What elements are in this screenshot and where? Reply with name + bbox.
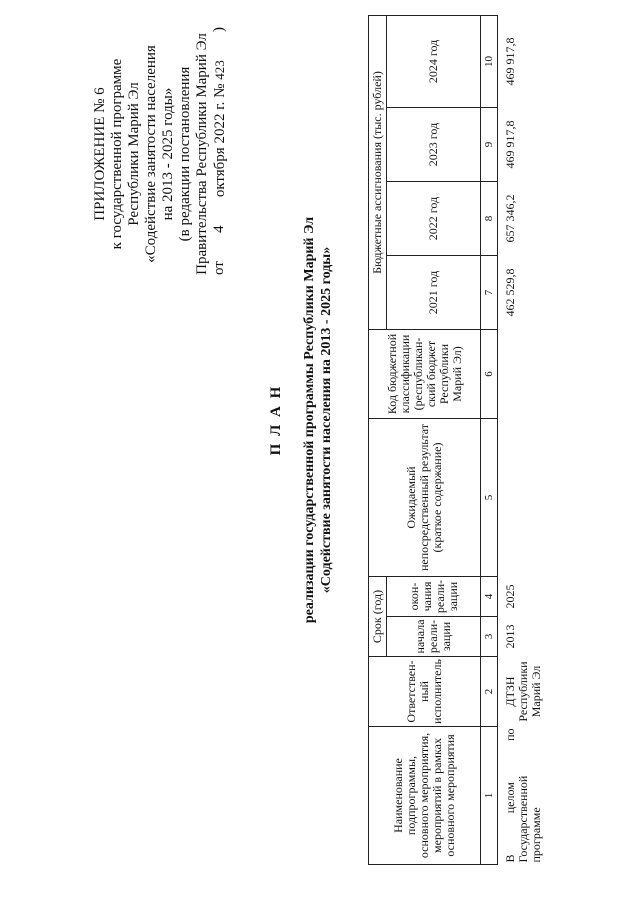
header-term-end: окон-чания реали-зации [387,577,481,617]
appendix-line: Республики Марий Эл [126,82,142,226]
sign-number: 423 [212,60,227,80]
header-name: Наименование подпрограммы, основного мероприятия, мероприятий в рамках основного мероприятия [369,727,481,865]
row-value-2024: 469 917,8 [503,37,517,86]
appendix-title: ПРИЛОЖЕНИЕ № 6 [92,87,108,221]
column-number: 5 [481,419,498,577]
row-start: 2013 [503,624,517,649]
title-line: «Содействие занятости населения на 2013 - 2025 годы» [319,246,334,594]
header-year-2024: 2024 год [387,15,481,107]
row-code [498,330,555,419]
column-number: 9 [481,108,498,182]
appendix-block [92,9,229,299]
sign-date [211,60,229,197]
row-value-2022: 657 346,2 [503,194,517,243]
column-number: 1 [481,727,498,865]
sign-day: 4 [211,225,227,233]
header-term-start: начала реали-зации [387,617,481,657]
header-code: Код бюджетной классификации (республикан-ский бюджет Республики Марий Эл) [369,330,481,419]
header-term: Срок (год) [369,577,387,657]
column-number: 6 [481,330,498,419]
sign-close: ) [211,27,227,33]
header-budget: Бюджетные ассигнования (тыс. рублей) [369,15,387,329]
row-value-2021: 462 529,8 [503,268,517,317]
header-row [369,15,387,864]
column-number: 2 [481,657,498,727]
column-number-row [481,15,498,864]
column-number: 7 [481,256,498,330]
row-executor: ДТЗН Республики Марий Эл [503,661,543,722]
appendix-line: (в редакции постановления [177,66,193,242]
row-value-2023: 469 917,8 [503,120,517,169]
title-line: реализации государственной программы Республики Марий Эл [302,216,317,624]
appendix-line: Правительства Республики Марий Эл [194,33,210,275]
header-result: Ожидаемый непосредственный результат (краткое содержание) [369,419,481,577]
appendix-line: на 2013 - 2025 годы» [160,87,176,221]
table-row [498,15,555,864]
column-number: 10 [481,15,498,107]
header-year-2021: 2021 год [387,256,481,330]
plan-table [368,15,554,865]
row-result [498,419,555,577]
header-year-2023: 2023 год [387,108,481,182]
appendix-line: «Содействие занятости населения [143,45,159,263]
column-number: 8 [481,182,498,256]
plan-heading: П Л А Н [268,384,284,456]
row-end: 2025 [503,584,517,609]
header-year-2022: 2022 год [387,182,481,256]
appendix-signature-line [211,9,229,299]
sign-date-text: октября 2022 г. № [212,83,228,198]
appendix-line: к государственной программе [109,58,125,250]
column-number: 3 [481,617,498,657]
header-executor: Ответствен-ный исполнитель [369,657,481,727]
document-title [268,180,335,660]
row-name: В целом по Государственной программе [503,728,543,863]
sign-prefix: от [211,261,227,275]
column-number: 4 [481,577,498,617]
